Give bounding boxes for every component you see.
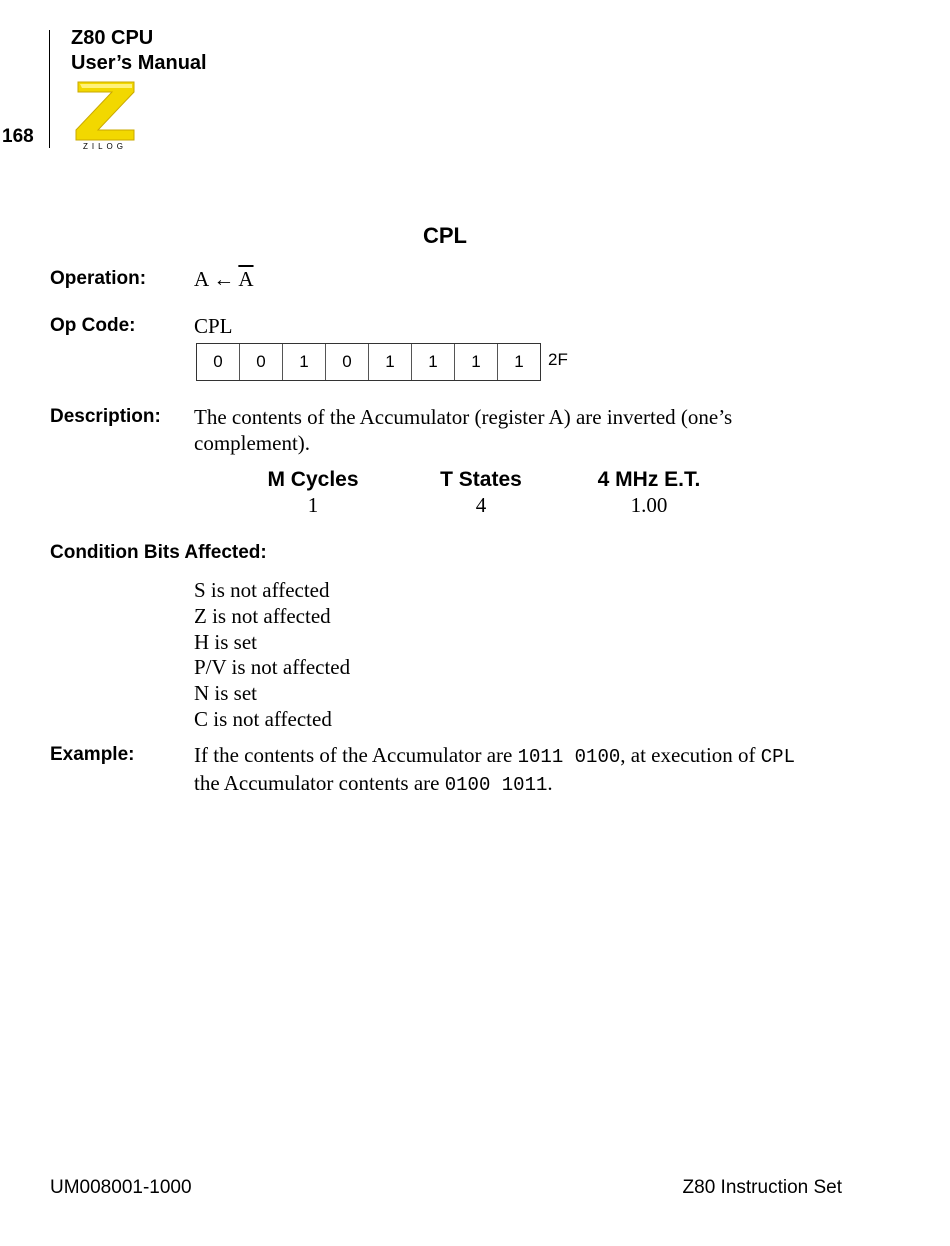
header-rule xyxy=(49,30,50,148)
condition-item: Z is not affected xyxy=(194,603,331,628)
opcode-mnemonic: CPL xyxy=(194,314,233,338)
operation-label: Operation: xyxy=(50,268,147,289)
operation-expression xyxy=(194,266,254,292)
zilog-logo xyxy=(72,78,138,150)
opcode-bit: 0 xyxy=(197,344,240,380)
timing-execution-time xyxy=(579,468,719,518)
opcode-bit: 1 xyxy=(283,344,326,380)
opcode-hex: 2F xyxy=(548,350,568,369)
instruction-heading: CPL xyxy=(423,223,467,248)
example-line1 xyxy=(194,742,795,770)
t-states-value: 4 xyxy=(475,493,487,517)
condition-item: S is not affected xyxy=(194,578,330,602)
timing-t-states xyxy=(421,468,541,518)
execution-time-value: 1.00 xyxy=(630,493,668,517)
footer-section: Z80 Instruction Set xyxy=(682,1177,842,1198)
example-text-part: the Accumulator contents are xyxy=(194,771,445,795)
example-label: Example: xyxy=(50,744,135,765)
example-code: 1011 0100 xyxy=(517,746,621,768)
operation-src: $\overline{A}$ xyxy=(238,267,254,291)
opcode-bit: 1 xyxy=(514,352,524,371)
condition-item: N is set xyxy=(194,681,257,706)
condition-bits-label: Condition Bits Affected: xyxy=(50,542,267,563)
description-line1: The contents of the Accumulator (register A) are inverted (one’s xyxy=(194,405,733,429)
condition-bits-list xyxy=(194,578,350,733)
m-cycles-header: M Cycles xyxy=(267,468,359,491)
opcode-bit: 1 xyxy=(455,344,498,380)
opcode-bit-table xyxy=(196,343,541,381)
operation-dest: A ← xyxy=(194,267,235,291)
opcode-bit: 1 xyxy=(369,344,412,380)
description-text xyxy=(194,404,732,456)
footer-doc-id: UM008001-1000 xyxy=(50,1177,192,1198)
example-code: CPL xyxy=(760,746,795,768)
opcode-bit: 0 xyxy=(240,344,283,380)
svg-text:ZILOG: ZILOG xyxy=(82,142,128,150)
m-cycles-value: 1 xyxy=(307,493,319,517)
example-text-part: , at execution of xyxy=(620,743,761,767)
execution-time-header: 4 MHz E.T. xyxy=(597,468,701,491)
description-label: Description: xyxy=(50,406,161,427)
condition-item: P/V is not affected xyxy=(194,655,351,680)
opcode-label: Op Code: xyxy=(50,315,136,336)
condition-item: C is not affected xyxy=(194,706,332,731)
example-text xyxy=(194,742,795,798)
opcode-bit: 0 xyxy=(326,344,369,380)
condition-item: H is set xyxy=(194,629,257,654)
example-text-part: . xyxy=(547,771,553,795)
example-text-part: If the contents of the Accumulator are xyxy=(194,743,518,767)
example-line2 xyxy=(194,770,795,798)
t-states-header: T States xyxy=(440,468,522,491)
manual-title-line2: User’s Manual xyxy=(71,52,207,74)
manual-title xyxy=(71,26,207,76)
description-line2: complement). xyxy=(194,431,311,455)
timing-m-cycles xyxy=(253,468,373,518)
manual-title-line1: Z80 CPU xyxy=(71,27,154,49)
opcode-bit: 1 xyxy=(412,344,455,380)
example-code: 0100 1011 xyxy=(444,774,548,796)
page-number: 168 xyxy=(2,126,34,147)
